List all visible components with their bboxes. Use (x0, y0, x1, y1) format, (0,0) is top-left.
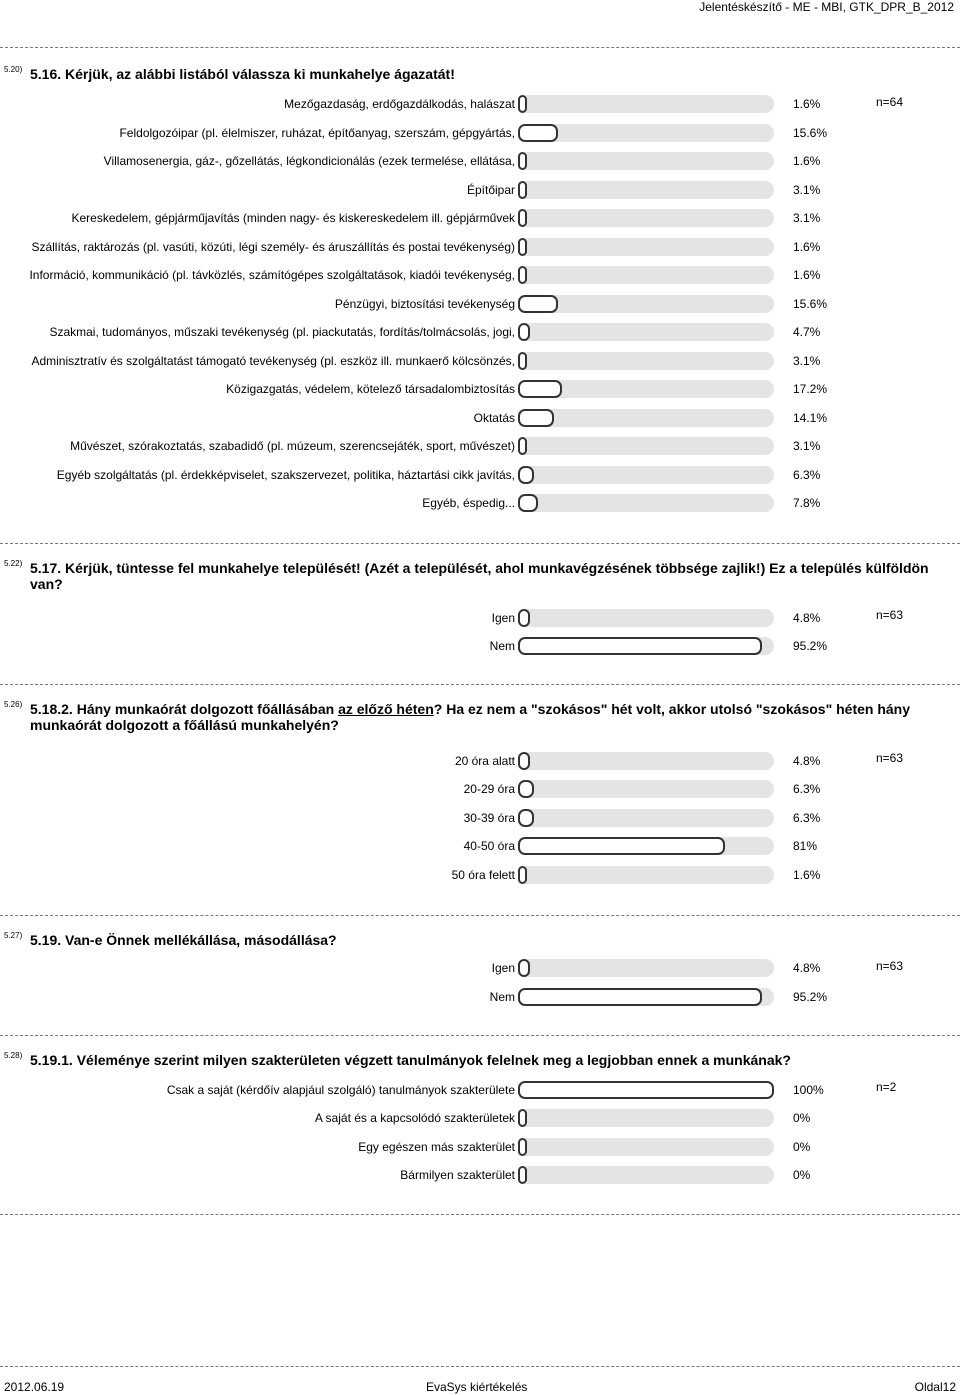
answer-row (0, 435, 960, 459)
answer-label: Egy egészen más szakterület (358, 1140, 515, 1154)
answer-label: Pénzügyi, biztosítási tevékenység (334, 297, 515, 311)
answer-label: Információ, kommunikáció (pl. távközlés, számítógépes szolgáltatások, kiadói tevékenység, (29, 268, 515, 282)
answer-label: Adminisztratív és szolgáltatást támogató tevékenység (pl. eszköz ill. munkaerő kölcsönzés, (31, 354, 515, 368)
answer-row (0, 464, 960, 488)
question-title-part: 5.19.1. Véleménye szerint milyen szakterületen végzett tanulmányok felelnek meg a legjobban ennek a munkának? (30, 1052, 791, 1068)
answer-label: Nem (489, 639, 515, 653)
answer-percentage: 6.3% (793, 811, 821, 825)
percentage-bar-fill (518, 266, 527, 284)
answer-label: Építőipar (466, 183, 515, 197)
answer-percentage: 95.2% (793, 990, 828, 1004)
answer-percentage: 4.8% (793, 611, 821, 625)
answer-percentage: 4.7% (793, 325, 821, 339)
percentage-bar-fill (518, 959, 530, 977)
answer-row (0, 957, 960, 981)
question-title (30, 66, 940, 82)
answer-label: Szállítás, raktározás (pl. vasúti, közúti, légi személy- és áruszállítás és postai tevékenység) (31, 240, 515, 254)
question-ref: 5.20) (4, 65, 23, 74)
answer-percentage: 6.3% (793, 468, 821, 482)
percentage-bar-fill (518, 1109, 527, 1127)
percentage-bar-track (518, 609, 774, 627)
footer-center: EvaSys kiértékelés (426, 1380, 528, 1394)
answer-percentage: 14.1% (793, 411, 828, 425)
question-title-part: ? Ha ez nem a "szokásos" hét volt, akkor utolsó "szokásos" héten hány munkaórát dolgozott a főállású munkahelyén? (30, 701, 911, 733)
sample-size: n=2 (876, 1080, 897, 1094)
percentage-bar-track (518, 1081, 774, 1099)
question-ref: 5.22) (4, 559, 23, 568)
answer-row (0, 321, 960, 345)
answer-percentage: 1.6% (793, 268, 821, 282)
answer-label: Művészet, szórakoztatás, szabadidő (pl. múzeum, szerencsejáték, sport, művészet) (70, 439, 515, 453)
answer-row (0, 207, 960, 231)
answer-label: Nem (489, 990, 515, 1004)
question-ref: 5.26) (4, 700, 23, 709)
answer-percentage: 3.1% (793, 183, 821, 197)
percentage-bar-fill (518, 609, 530, 627)
percentage-bar-track (518, 466, 774, 484)
answer-percentage: 1.6% (793, 97, 821, 111)
section-divider (0, 1035, 960, 1036)
percentage-bar-track (518, 959, 774, 977)
question-title-part: 5.19. Van-e Önnek mellékállása, másodállása? (30, 932, 337, 948)
answer-row (0, 1107, 960, 1131)
section-divider (0, 915, 960, 916)
percentage-bar-fill (518, 152, 527, 170)
section-divider (0, 543, 960, 544)
percentage-bar-track (518, 295, 774, 313)
percentage-bar-track (518, 1166, 774, 1184)
answer-row (0, 835, 960, 859)
answer-row (0, 864, 960, 888)
answer-percentage: 4.8% (793, 754, 821, 768)
answer-label: Csak a saját (kérdőív alapjául szolgáló) tanulmányok szakterülete (166, 1083, 515, 1097)
percentage-bar-track (518, 637, 774, 655)
answer-percentage: 0% (793, 1140, 811, 1154)
answer-row (0, 635, 960, 659)
answer-label: Feldolgozóipar (pl. élelmiszer, ruházat, építőanyag, szerszám, gépgyártás, (119, 126, 515, 140)
percentage-bar-fill (518, 466, 534, 484)
answer-percentage: 1.6% (793, 240, 821, 254)
percentage-bar-fill (518, 494, 538, 512)
answer-percentage: 0% (793, 1168, 811, 1182)
answer-percentage: 15.6% (793, 297, 828, 311)
answer-percentage: 0% (793, 1111, 811, 1125)
answer-label: Egyéb szolgáltatás (pl. érdekképviselet, szakszervezet, politika, háztartási cikk javítás, (56, 468, 515, 482)
percentage-bar-fill (518, 209, 527, 227)
percentage-bar-track (518, 988, 774, 1006)
footer-divider (0, 1366, 960, 1367)
percentage-bar-fill (518, 637, 762, 655)
sample-size: n=63 (876, 959, 904, 973)
answer-label: Kereskedelem, gépjárműjavítás (minden nagy- és kiskereskedelem ill. gépjárművek (71, 211, 515, 225)
percentage-bar-track (518, 494, 774, 512)
answer-label: Bármilyen szakterület (400, 1168, 515, 1182)
answer-label: 20 óra alatt (454, 754, 515, 768)
answer-row (0, 407, 960, 431)
answer-row (0, 150, 960, 174)
percentage-bar-track (518, 323, 774, 341)
question-title (30, 701, 940, 733)
report-header-title: Jelentéskészítő - ME - MBI, GTK_DPR_B_2012 (699, 0, 954, 14)
answer-label: Igen (491, 961, 515, 975)
percentage-bar-fill (518, 380, 562, 398)
percentage-bar-fill (518, 437, 527, 455)
percentage-bar-fill (518, 95, 527, 113)
question-ref: 5.28) (4, 1051, 23, 1060)
percentage-bar-track (518, 1109, 774, 1127)
answer-percentage: 3.1% (793, 211, 821, 225)
percentage-bar-track (518, 837, 774, 855)
percentage-bar-track (518, 866, 774, 884)
footer-page: Oldal12 (914, 1380, 956, 1394)
percentage-bar-track (518, 209, 774, 227)
question-title (30, 932, 940, 948)
percentage-bar-fill (518, 323, 530, 341)
answer-row (0, 378, 960, 402)
answer-row (0, 492, 960, 516)
section-divider (0, 1214, 960, 1215)
question-title (30, 560, 940, 592)
answer-percentage: 7.8% (793, 496, 821, 510)
percentage-bar-fill (518, 181, 527, 199)
answer-percentage: 6.3% (793, 782, 821, 796)
percentage-bar-track (518, 181, 774, 199)
answer-percentage: 3.1% (793, 439, 821, 453)
percentage-bar-fill (518, 1138, 527, 1156)
question-title-part: 5.18.2. Hány munkaórát dolgozott főállásában (30, 701, 339, 717)
answer-label: Közigazgatás, védelem, kötelező társadalombiztosítás (226, 382, 515, 396)
answer-percentage: 81% (793, 839, 818, 853)
answer-row (0, 1136, 960, 1160)
percentage-bar-fill (518, 1081, 774, 1099)
answer-row (0, 264, 960, 288)
answer-row (0, 293, 960, 317)
percentage-bar-fill (518, 295, 558, 313)
sample-size: n=63 (876, 751, 904, 765)
answer-row (0, 1164, 960, 1188)
answer-label: Oktatás (473, 411, 515, 425)
answer-label: Egyéb, éspedig... (422, 496, 515, 510)
answer-label: 30-39 óra (463, 811, 515, 825)
answer-label: 40-50 óra (463, 839, 515, 853)
answer-row (0, 179, 960, 203)
percentage-bar-track (518, 752, 774, 770)
percentage-bar-fill (518, 1166, 527, 1184)
percentage-bar-track (518, 409, 774, 427)
answer-percentage: 3.1% (793, 354, 821, 368)
answer-label: Villamosenergia, gáz-, gőzellátás, légkondicionálás (ezek termelése, ellátása, (103, 154, 515, 168)
answer-label: 20-29 óra (463, 782, 515, 796)
answer-percentage: 1.6% (793, 154, 821, 168)
answer-label: Igen (491, 611, 515, 625)
question-title (30, 1052, 940, 1068)
percentage-bar-track (518, 266, 774, 284)
percentage-bar-fill (518, 352, 527, 370)
percentage-bar-track (518, 95, 774, 113)
percentage-bar-fill (518, 866, 527, 884)
question-title-part: 5.16. Kérjük, az alábbi listából válassza ki munkahelye ágazatát! (30, 66, 455, 82)
percentage-bar-fill (518, 988, 762, 1006)
answer-percentage: 4.8% (793, 961, 821, 975)
percentage-bar-fill (518, 124, 558, 142)
percentage-bar-track (518, 238, 774, 256)
question-ref: 5.27) (4, 931, 23, 940)
percentage-bar-track (518, 809, 774, 827)
question-title-part: 5.17. Kérjük, tüntesse fel munkahelye települését! (Azét a települését, ahol munkavégzésének többsége zajlik!) Ez a település külföldön van? (30, 560, 929, 592)
percentage-bar-fill (518, 780, 534, 798)
percentage-bar-track (518, 380, 774, 398)
percentage-bar-track (518, 1138, 774, 1156)
sample-size: n=64 (876, 95, 904, 109)
answer-row (0, 807, 960, 831)
percentage-bar-track (518, 152, 774, 170)
sample-size: n=63 (876, 608, 904, 622)
percentage-bar-fill (518, 409, 554, 427)
percentage-bar-fill (518, 837, 725, 855)
answer-label: A saját és a kapcsolódó szakterületek (314, 1111, 515, 1125)
section-divider (0, 684, 960, 685)
answer-percentage: 95.2% (793, 639, 828, 653)
answer-label: 50 óra felett (451, 868, 515, 882)
percentage-bar-track (518, 437, 774, 455)
percentage-bar-track (518, 780, 774, 798)
answer-row (0, 607, 960, 631)
answer-label: Mezőgazdaság, erdőgazdálkodás, halászat (284, 97, 515, 111)
answer-row (0, 350, 960, 374)
answer-label: Szakmai, tudományos, műszaki tevékenység (pl. piackutatás, fordítás/tolmácsolás, jogi, (49, 325, 515, 339)
answer-row (0, 93, 960, 117)
answer-row (0, 1079, 960, 1103)
answer-row (0, 778, 960, 802)
percentage-bar-fill (518, 809, 534, 827)
answer-row (0, 122, 960, 146)
question-title-part: az előző héten (338, 701, 434, 717)
percentage-bar-track (518, 352, 774, 370)
section-divider (0, 47, 960, 48)
percentage-bar-fill (518, 752, 530, 770)
answer-row (0, 986, 960, 1010)
percentage-bar-fill (518, 238, 527, 256)
answer-row (0, 236, 960, 260)
footer-date: 2012.06.19 (4, 1380, 65, 1394)
answer-percentage: 1.6% (793, 868, 821, 882)
answer-percentage: 15.6% (793, 126, 828, 140)
answer-row (0, 750, 960, 774)
percentage-bar-track (518, 124, 774, 142)
answer-percentage: 100% (793, 1083, 824, 1097)
answer-percentage: 17.2% (793, 382, 828, 396)
